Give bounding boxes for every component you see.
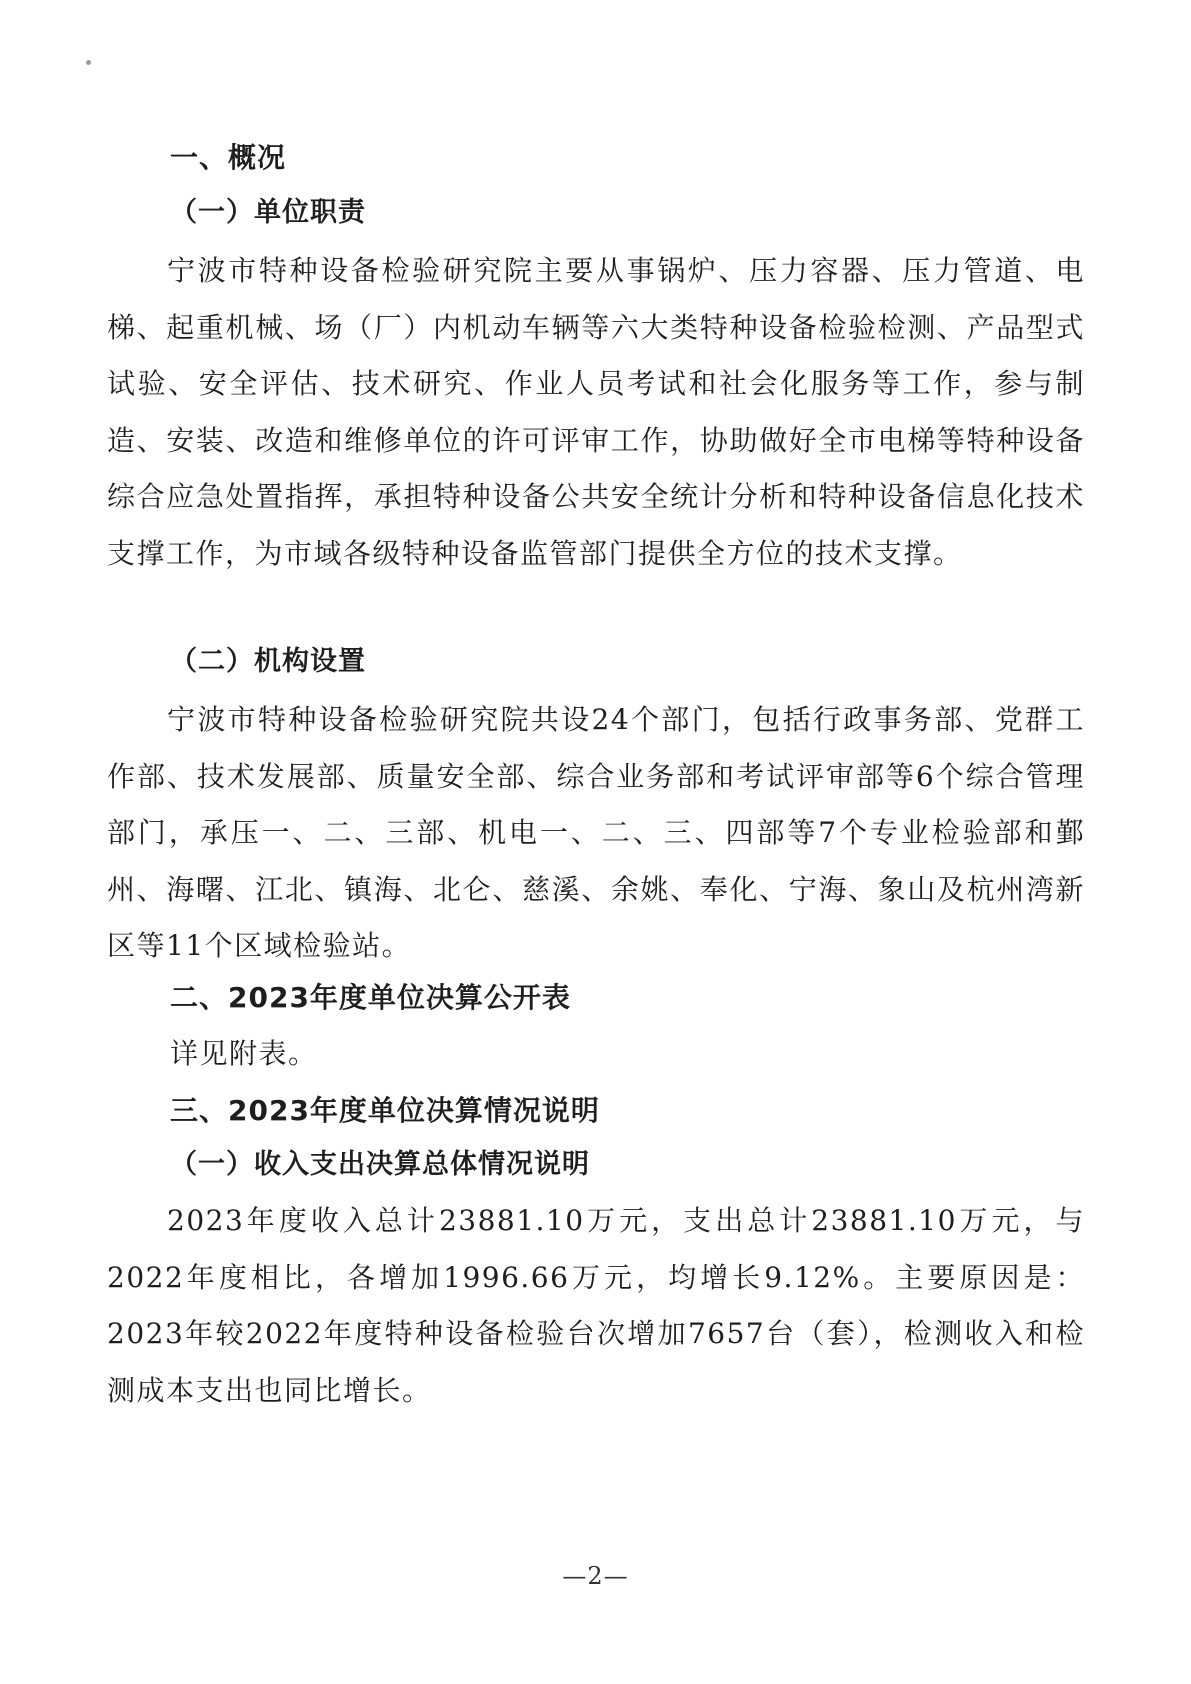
section2-text: 详见附表。 bbox=[170, 1037, 318, 1070]
section3-heading: 三、2023年度单位决算情况说明 bbox=[170, 1094, 600, 1127]
section3-sub1-heading: （一）收入支出决算总体情况说明 bbox=[170, 1149, 590, 1180]
section2-heading: 二、2023年度单位决算公开表 bbox=[170, 981, 571, 1014]
section1-sub2-paragraph: 宁波市特种设备检验研究院共设24个部门，包括行政事务部、党群工作部、技术发展部、质量安全部、综合业务部和考试评审部等6个综合管理部门，承压一、二、三部、机电一、二、三、四部等7个专业检验部和鄞州、海曙、江北、镇海、北仑、慈溪、余姚、奉化、宁海、象山及杭州湾新区等11个区域检验站。 bbox=[107, 703, 1085, 962]
section1-sub2-heading: （二）机构设置 bbox=[170, 646, 366, 677]
section3-sub1-paragraph: 2023年度收入总计23881.10万元，支出总计23881.10万元，与2022年度相比，各增加1996.66万元，均增长9.12%。主要原因是：2023年较2022年度特种设备检验台次增加7657台（套），检测收入和检测成本支出也同比增长。 bbox=[107, 1204, 1085, 1407]
scan-speck bbox=[86, 60, 91, 65]
section1-sub1-paragraph: 宁波市特种设备检验研究院主要从事锅炉、压力容器、压力管道、电梯、起重机械、场（厂）内机动车辆等六大类特种设备检验检测、产品型式试验、安全评估、技术研究、作业人员考试和社会化服务等工作，参与制造、安装、改造和维修单位的许可评审工作，协助做好全市电梯等特种设备综合应急处置指挥，承担特种设备公共安全统计分析和特种设备信息化技术支撑工作，为市域各级特种设备监管部门提供全方位的技术支撑。 bbox=[107, 254, 1085, 570]
page-number: —2— bbox=[562, 1562, 629, 1590]
section1-heading: 一、概况 bbox=[170, 141, 287, 174]
section1-sub1-heading: （一）单位职责 bbox=[170, 197, 366, 228]
